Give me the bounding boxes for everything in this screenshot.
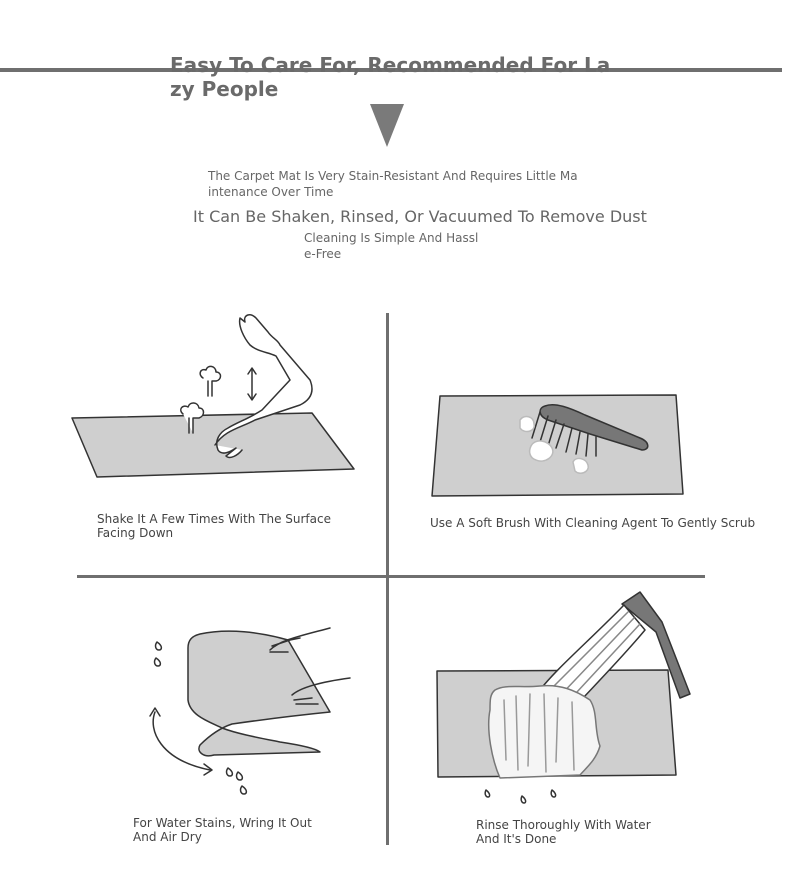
step-caption-shake: Shake It A Few Times With The Surface Facing Down <box>97 512 331 540</box>
vertical-divider <box>386 313 389 845</box>
step-caption-brush: Use A Soft Brush With Cleaning Agent To Gently Scrub <box>430 516 756 530</box>
subtitle-stain-resistant: The Carpet Mat Is Very Stain-Resistant And Requires Little Maintenance Over Time <box>208 169 578 199</box>
horizontal-divider <box>77 575 705 578</box>
shake-illustration <box>72 315 354 477</box>
page-title: Easy To Care For, Recommended For Lazy People <box>170 53 611 101</box>
subtitle-cleaning-methods: It Can Be Shaken, Rinsed, Or Vacuumed To Remove Dust <box>193 207 647 226</box>
rinse-illustration <box>437 592 690 803</box>
subtitle-hassle-free: Cleaning Is Simple And Hassle-Free <box>304 231 479 261</box>
brush-illustration <box>432 395 683 496</box>
wring-illustration <box>150 628 350 794</box>
down-arrow-icon <box>370 104 404 147</box>
step-caption-rinse: Rinse Thoroughly With Water And It's Done <box>476 818 651 846</box>
step-caption-wring: For Water Stains, Wring It Out And Air Dry <box>133 816 312 844</box>
